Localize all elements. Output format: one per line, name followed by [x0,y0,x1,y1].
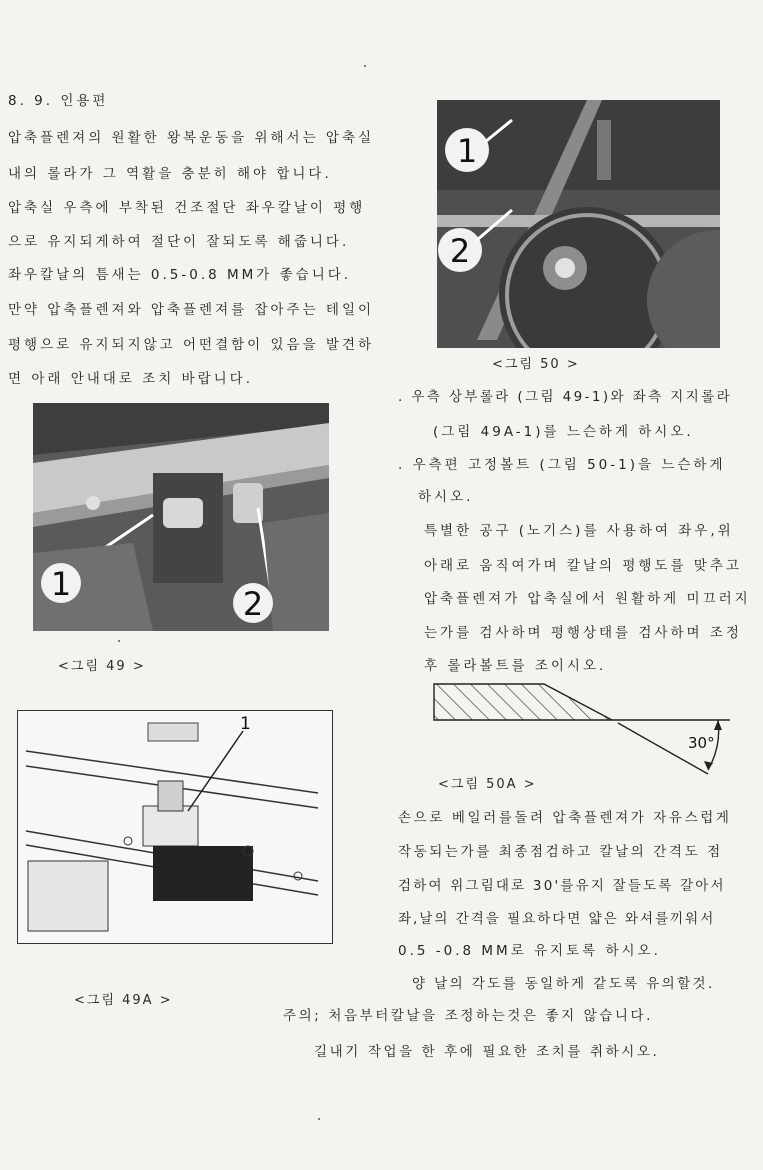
paragraph-line: 평행으로 유지되지않고 어떤결함이 있음을 발견하 [8,337,375,353]
figure-50a-caption: <그림 50A > [438,777,537,792]
instruction-line: 후 롤라볼트를 조이시오. [424,658,607,674]
scan-speck [318,1118,320,1120]
procedure-line: 손으로 베일러를돌려 압축플렌져가 자유스럽게 [398,810,732,826]
figure-49-photo [33,403,329,631]
figure-49-caption: <그림 49 > [58,659,146,674]
paragraph-line: 면 아래 안내대로 조치 바랍니다. [8,371,253,387]
section-heading: 8. 9. 인용편 [8,93,109,109]
figure-50-caption: <그림 50 > [492,357,580,372]
figure-50-illustration [437,100,720,348]
paragraph-line: 좌우칼날의 틈새는 0.5-0.8 MM가 좋습니다. [8,267,352,283]
caution-note: 길내기 작업을 한 후에 필요한 조치를 취하시오. [314,1044,660,1060]
scan-speck [118,640,120,642]
figure-49a-callout-1: 1 [240,714,251,734]
instruction-line: . 우측편 고정볼트 (그림 50-1)을 느슨하게 [398,457,726,473]
instruction-line: 압축플렌져가 압축실에서 원활하게 미끄러지 [424,591,751,607]
figure-49-callout-2: 2 [242,585,264,623]
figure-49a-drawing [17,710,333,944]
caution-note: 주의; 처음부터칼날을 조정하는것은 좋지 않습니다. [283,1008,654,1024]
paragraph-line: 압축플렌져의 원활한 왕복운동을 위해서는 압축실 [8,130,375,146]
figure-49-callout-1: 1 [50,565,72,603]
instruction-line: 아래로 움직여가며 칼날의 평행도를 맞추고 [424,558,742,574]
paragraph-line: 만약 압축플렌져와 압축플렌져를 잡아주는 테일이 [8,302,375,318]
figure-49a-caption: <그림 49A > [74,993,173,1008]
figure-50a-illustration [430,678,756,778]
instruction-line: 하시오. [418,489,474,505]
paragraph-line: 내의 롤라가 그 역활을 충분히 해야 합니다. [8,166,332,182]
instruction-line: . 우측 상부롤라 (그림 49-1)와 좌측 지지롤라 [398,389,733,405]
figure-50-callout-1: 1 [456,132,478,170]
figure-50a-diagram [430,678,756,778]
figure-50a-angle-label: 30° [688,734,715,752]
figure-50-callout-2: 2 [449,232,471,270]
paragraph-line: 압축실 우측에 부착된 건조절단 좌우칼날이 평행 [8,200,366,216]
paragraph-line: 으로 유지되게하여 절단이 잘되도록 해줍니다. [8,234,350,250]
procedure-line: 작동되는가를 최종점검하고 칼날의 간격도 점 [398,844,723,860]
procedure-line: 좌,날의 간격을 필요하다면 얇은 와셔를끼워서 [398,911,716,927]
instruction-line: 는가를 검사하며 평행상태를 검사하며 조정 [424,625,742,641]
instruction-line: 특별한 공구 (노기스)를 사용하여 좌우,위 [424,523,734,539]
procedure-line: 양 날의 각도를 동일하게 같도록 유의할것. [412,976,715,992]
figure-49a-illustration [18,711,332,943]
procedure-line: 0.5 -0.8 MM로 유지토록 하시오. [398,943,661,959]
scan-speck [364,65,366,67]
figure-49-illustration [33,403,329,631]
procedure-line: 검하여 위그림대로 30'를유지 잘들도록 갈아서 [398,878,726,894]
figure-50-photo [437,100,720,348]
instruction-line: (그림 49A-1)를 느슨하게 하시오. [433,424,694,440]
